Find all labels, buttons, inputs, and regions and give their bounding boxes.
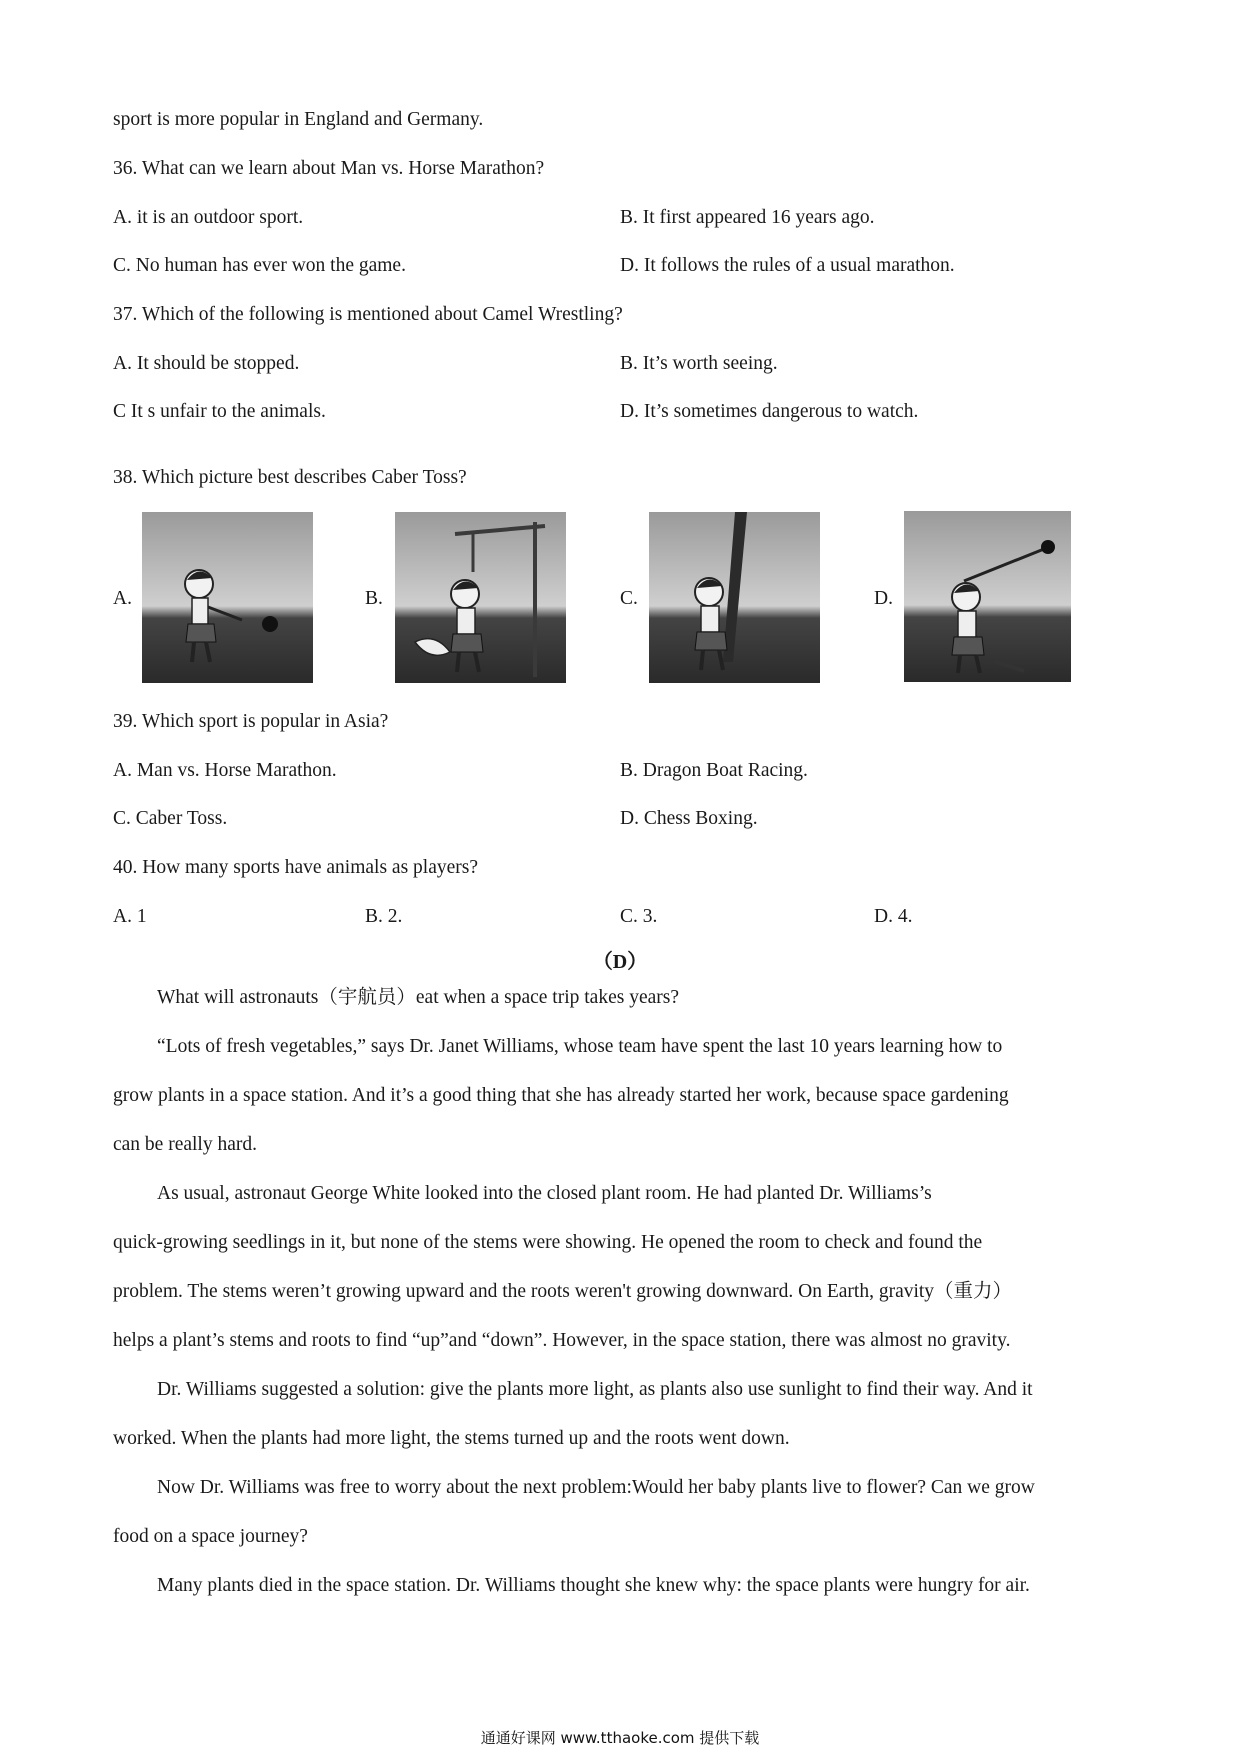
paragraph-3-line-4: helps a plant’s stems and roots to find “up”and “down”. However, in the space station, there was almost no gravity. bbox=[113, 1330, 1011, 1351]
option-39-b: B. Dragon Boat Racing. bbox=[620, 760, 808, 781]
option-36-c: C. No human has ever won the game. bbox=[113, 255, 406, 276]
option-39-d: D. Chess Boxing. bbox=[620, 808, 758, 829]
option-37-b: B. It’s worth seeing. bbox=[620, 353, 778, 374]
question-39: 39. Which sport is popular in Asia? bbox=[113, 711, 389, 732]
option-37-d: D. It’s sometimes dangerous to watch. bbox=[620, 401, 919, 422]
picture-label-b: B. bbox=[365, 588, 383, 609]
picture-d bbox=[904, 511, 1071, 682]
text-line: “Lots of fresh vegetables,” says Dr. Janet Williams, whose team have spent the last 10 years learning how to bbox=[157, 1036, 1003, 1057]
options-row bbox=[0, 807, 1240, 831]
paragraph-6: Many plants died in the space station. Dr. Williams thought she knew why: the space plants were hungry for air. bbox=[157, 1575, 1030, 1596]
paragraph-4-line-1: Dr. Williams suggested a solution: give the plants more light, as plants also use sunlight to find their way. And it bbox=[157, 1379, 1033, 1400]
option-40-a: A. 1 bbox=[113, 906, 147, 927]
paragraph-2-line-3: can be really hard. bbox=[113, 1134, 258, 1155]
options-row bbox=[0, 759, 1240, 783]
section-title: （D） bbox=[592, 951, 648, 973]
options-row bbox=[0, 905, 1240, 929]
paragraph-5-line-2: food on a space journey? bbox=[113, 1526, 308, 1547]
options-row bbox=[0, 254, 1240, 278]
footer: 通通好课网 www.tthaoke.com 提供下载 bbox=[480, 1729, 760, 1747]
picture-label-d: D. bbox=[874, 588, 893, 609]
options-row bbox=[0, 352, 1240, 376]
text-line: sport is more popular in England and Germany. bbox=[113, 109, 484, 130]
picture-label-c: C. bbox=[620, 588, 638, 609]
paragraph-3-line-3: problem. The stems weren’t growing upward and the roots weren't growing downward. On Earth, gravity（重力） bbox=[113, 1281, 1013, 1302]
question-38: 38. Which picture best describes Caber Toss? bbox=[113, 467, 467, 488]
option-37-a: A. It should be stopped. bbox=[113, 353, 300, 374]
options-row bbox=[0, 400, 1240, 424]
option-40-d: D. 4. bbox=[874, 906, 913, 927]
picture-a bbox=[142, 512, 313, 683]
question-37: 37. Which of the following is mentioned about Camel Wrestling? bbox=[113, 304, 623, 325]
option-40-b: B. 2. bbox=[365, 906, 403, 927]
option-36-d: D. It follows the rules of a usual marathon. bbox=[620, 255, 955, 276]
question-36: 36. What can we learn about Man vs. Horse Marathon? bbox=[113, 158, 545, 179]
paragraph-2-line-2: grow plants in a space station. And it’s a good thing that she has already started her work, because space gardening bbox=[113, 1085, 1009, 1106]
paragraph-4-line-2: worked. When the plants had more light, the stems turned up and the roots went down. bbox=[113, 1428, 790, 1449]
paragraph-1: What will astronauts（宇航员）eat when a space trip takes years? bbox=[157, 987, 679, 1008]
paragraph-3-line-1: As usual, astronaut George White looked into the closed plant room. He had planted Dr. Williams’s bbox=[157, 1183, 932, 1204]
option-39-a: A. Man vs. Horse Marathon. bbox=[113, 760, 337, 781]
picture-b bbox=[395, 512, 566, 683]
options-row bbox=[0, 206, 1240, 230]
option-39-c: C. Caber Toss. bbox=[113, 808, 228, 829]
paragraph-3-line-2: quick-growing seedlings in it, but none of the stems were showing. He opened the room to check and found the bbox=[113, 1232, 983, 1253]
paragraph-5-line-1: Now Dr. Williams was free to worry about the next problem:Would her baby plants live to flower? Can we grow bbox=[157, 1477, 1035, 1498]
option-36-a: A. it is an outdoor sport. bbox=[113, 207, 304, 228]
picture-label-a: A. bbox=[113, 588, 132, 609]
option-40-c: C. 3. bbox=[620, 906, 658, 927]
paragraph-2-line-1 bbox=[113, 1035, 1133, 1059]
option-37-c: C It s unfair to the animals. bbox=[113, 401, 326, 422]
option-36-b: B. It first appeared 16 years ago. bbox=[620, 207, 875, 228]
picture-c bbox=[649, 512, 820, 683]
question-40: 40. How many sports have animals as players? bbox=[113, 857, 478, 878]
